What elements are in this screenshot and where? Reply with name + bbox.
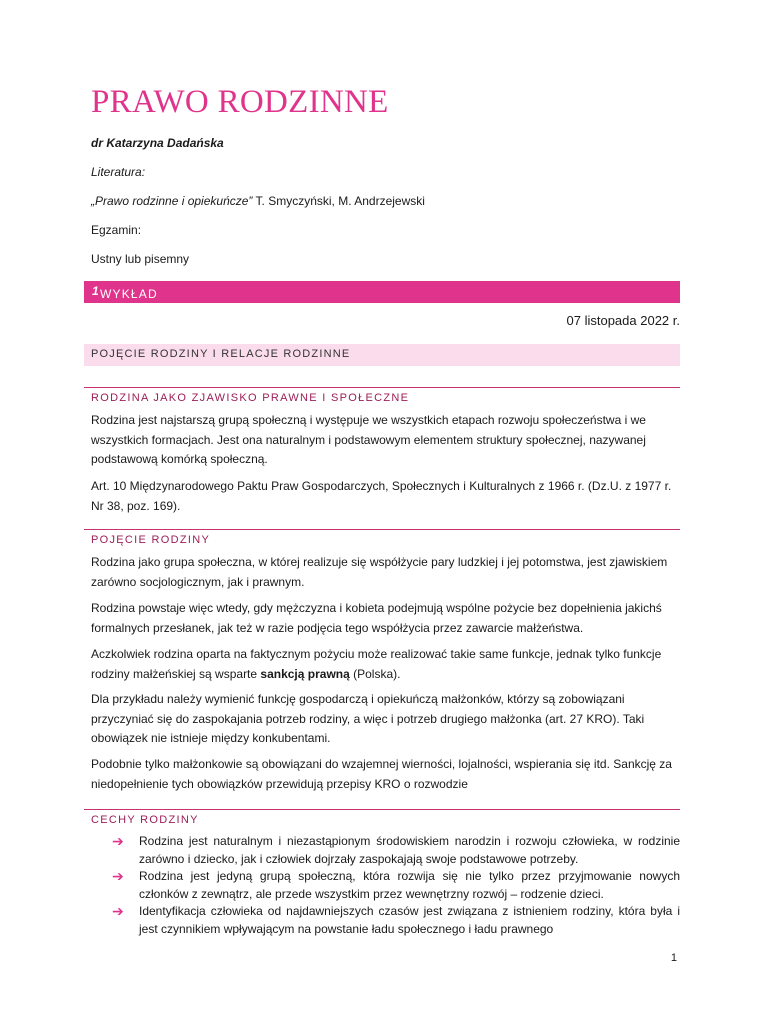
paragraph: Rodzina jest najstarszą grupą społeczną i występuje we wszystkich etapach rozwoju społeczeństwa i we wszystkich formacjach. Jest ona naturalnym i podstawowym elementem struktury społecznej, nazywanej podstawową komórką społeczną. xyxy=(91,413,646,466)
subsection-heading: POJĘCIE RODZINY xyxy=(91,534,211,546)
paragraph-emphasis: sankcją prawną xyxy=(260,666,350,681)
document-title: PRAWO RODZINNE xyxy=(91,84,389,120)
paragraph xyxy=(91,645,680,684)
paragraph-text: (Polska). xyxy=(349,666,401,681)
lecture-label: WYKŁAD xyxy=(100,287,158,301)
lecture-heading-bar xyxy=(84,281,680,303)
list-item-text: Rodzina jest naturalnym i niezastąpionym środowiskiem narodzin i rozwoju człowieka, w rodzinie zarówno i dziecko, jak i człowiek dojrzały zaspokajają swoje podstawowe potrzeby. xyxy=(139,834,680,866)
paragraph: Art. 10 Międzynarodowego Paktu Praw Gospodarczych, Społecznych i Kulturalnych z 1966 r. (Dz.U. z 1977 r. Nr 38, poz. 169). xyxy=(91,479,672,513)
lecture-number: 1 xyxy=(92,284,100,298)
exam-value: Ustny lub pisemny xyxy=(91,252,190,266)
paragraph: Rodzina powstaje więc wtedy, gdy mężczyzna i kobieta podejmują wspólne pożycie bez dopełnienia jakichś formalnych przesłanek, jak też w razie podjęcia tego współżycia przez zawarcie małżeństwa. xyxy=(91,601,662,635)
arrow-right-icon: ➔ xyxy=(112,833,124,849)
feature-list xyxy=(91,833,680,938)
list-item xyxy=(91,903,680,938)
lecture-date: 07 listopada 2022 r. xyxy=(566,313,680,328)
subsection-heading: RODZINA JAKO ZJAWISKO PRAWNE I SPOŁECZNE xyxy=(91,392,410,404)
list-item-text: Identyfikacja człowieka od najdawniejszych czasów jest związana z istnieniem rodziny, która była i jest czynnikiem wpływającym na powstanie ładu społecznego i ładu prawnego xyxy=(139,904,680,936)
section-heading: POJĘCIE RODZINY I RELACJE RODZINNE xyxy=(91,348,351,360)
list-item xyxy=(91,833,680,868)
arrow-right-icon: ➔ xyxy=(112,868,124,884)
page-number: 1 xyxy=(670,952,677,964)
list-item-text: Rodzina jest jedyną grupą społeczną, która rozwija się nie tylko przez przyjmowanie nowych członków z zewnątrz, ale przede wszystkim przez wewnętrzny rozwój – rodzenie dzieci. xyxy=(139,869,680,901)
book-authors: T. Smyczyński, M. Andrzejewski xyxy=(252,194,425,208)
author-name: dr Katarzyna Dadańska xyxy=(91,136,224,150)
list-item xyxy=(91,868,680,903)
section-heading-bar xyxy=(84,344,680,366)
literature-label: Literatura: xyxy=(91,165,146,179)
book-title: „Prawo rodzinne i opiekuńcze” xyxy=(91,194,253,208)
subsection-heading: CECHY RODZINY xyxy=(91,814,199,826)
literature-reference xyxy=(91,192,680,211)
lecture-heading xyxy=(92,284,158,301)
exam-label: Egzamin: xyxy=(91,223,142,237)
paragraph: Dla przykładu należy wymienić funkcję gospodarczą i opiekuńczą małżonków, którzy są zobowiązani przyczyniać się do zaspokajania potrzeb rodziny, a więc i potrzeb drugiego małżonka (art. 27 KRO). Taki obowiązek nie istnieje między konkubentami. xyxy=(91,692,645,745)
paragraph: Podobnie tylko małżonkowie są obowiązani do wzajemnej wierności, lojalności, wspierania się itd. Sankcję za niedopełnienie tych obowiązków przewidują przepisy KRO o rozwodzie xyxy=(91,757,672,791)
arrow-right-icon: ➔ xyxy=(112,903,124,919)
paragraph-text: Aczkolwiek rodzina oparta na faktycznym pożyciu może realizować takie same funkcje, jednak tylko funkcje rodziny małżeńskiej są wsparte xyxy=(91,647,662,681)
paragraph: Rodzina jako grupa społeczna, w której realizuje się współżycie pary ludzkiej i jej potomstwa, jest zjawiskiem zarówno socjologicznym, jak i prawnym. xyxy=(91,555,668,589)
